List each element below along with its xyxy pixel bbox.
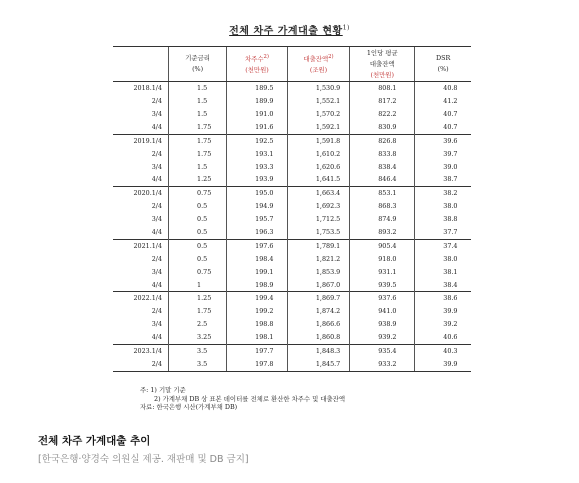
footnote-source: 자료: 한국은행 시산(가계부채 DB): [140, 403, 238, 411]
cell-avg-loan: 893.2: [350, 226, 415, 239]
cell-avg-loan: 935.4: [350, 344, 415, 357]
cell-base-rate: 3.25: [169, 331, 227, 344]
cell-loan-balance: 1,552.1: [287, 95, 349, 108]
table-row: [113, 200, 471, 213]
cell-dsr: 37.4: [415, 239, 471, 252]
cell-borrowers: 199.2: [227, 305, 288, 318]
cell-loan-balance: 1,620.6: [287, 160, 349, 173]
loan-table: [113, 46, 471, 372]
cell-avg-loan: 918.0: [350, 253, 415, 266]
cell-dsr: 38.6: [415, 292, 471, 305]
image-credit: [한국은행·양경숙 의원실 제공. 재판매 및 DB 금지]: [38, 454, 249, 465]
table-row: [113, 331, 471, 344]
cell-loan-balance: 1,789.1: [287, 239, 349, 252]
cell-borrowers: 198.9: [227, 278, 288, 291]
table-body: [113, 82, 471, 372]
header-dsr: DSR (%): [415, 47, 471, 82]
cell-loan-balance: 1,610.2: [287, 147, 349, 160]
cell-dsr: 39.2: [415, 318, 471, 331]
cell-loan-balance: 1,591.8: [287, 134, 349, 147]
table-row: [113, 173, 471, 186]
table-row: [113, 82, 471, 95]
cell-dsr: 37.7: [415, 226, 471, 239]
cell-base-rate: 2.5: [169, 318, 227, 331]
footnote-1: 주: 1) 기말 기준: [140, 386, 186, 394]
cell-avg-loan: 939.5: [350, 278, 415, 291]
cell-avg-loan: 826.8: [350, 134, 415, 147]
table-row: [113, 344, 471, 357]
cell-avg-loan: 808.1: [350, 82, 415, 95]
cell-dsr: 39.7: [415, 147, 471, 160]
cell-borrowers: 197.6: [227, 239, 288, 252]
cell-base-rate: 1.75: [169, 305, 227, 318]
cell-dsr: 40.6: [415, 331, 471, 344]
cell-avg-loan: 846.4: [350, 173, 415, 186]
header-base-rate: 기준금리 (%): [169, 47, 227, 82]
cell-avg-loan: 905.4: [350, 239, 415, 252]
cell-borrowers: 193.1: [227, 147, 288, 160]
cell-borrowers: 196.3: [227, 226, 288, 239]
table-row: [113, 95, 471, 108]
cell-dsr: 38.4: [415, 278, 471, 291]
cell-borrowers: 193.9: [227, 173, 288, 186]
cell-borrowers: 192.5: [227, 134, 288, 147]
cell-base-rate: 1.75: [169, 121, 227, 134]
cell-quarter: 3/4: [151, 267, 163, 276]
cell-dsr: 39.9: [415, 305, 471, 318]
cell-dsr: 40.8: [415, 82, 471, 95]
table-row: [113, 265, 471, 278]
header-borrowers: 차주수$^{2)}$ (천만원): [227, 47, 288, 82]
cell-quarter: 2/4: [113, 358, 169, 371]
cell-dsr: 38.2: [415, 187, 471, 200]
cell-loan-balance: 1,867.0: [287, 278, 349, 291]
cell-loan-balance: 1,712.5: [287, 213, 349, 226]
cell-quarter: 2/4: [151, 307, 163, 316]
cell-borrowers: 189.5: [227, 82, 288, 95]
cell-quarter: 4/4: [151, 333, 163, 342]
cell-base-rate: 1.5: [169, 82, 227, 95]
table-row: [113, 278, 471, 291]
cell-quarter: 4/4: [151, 175, 163, 184]
table-row: [113, 226, 471, 239]
cell-quarter: 2/4: [151, 254, 163, 263]
header-loan-balance: 대출잔액$^{2)}$ (조원): [287, 47, 349, 82]
cell-loan-balance: 1,860.8: [287, 331, 349, 344]
cell-dsr: 41.2: [415, 95, 471, 108]
cell-borrowers: 199.4: [227, 292, 288, 305]
table-row: [113, 213, 471, 226]
cell-loan-balance: 1,874.2: [287, 305, 349, 318]
cell-dsr: 38.1: [415, 265, 471, 278]
cell-avg-loan: 874.9: [350, 213, 415, 226]
cell-loan-balance: 1,641.5: [287, 173, 349, 186]
cell-base-rate: 1.5: [169, 108, 227, 121]
table-row: [113, 292, 471, 305]
cell-quarter: 3/4: [151, 110, 163, 119]
cell-borrowers: 194.9: [227, 200, 288, 213]
cell-base-rate: 0.75: [169, 187, 227, 200]
cell-base-rate: 1: [169, 278, 227, 291]
cell-quarter: 4/4: [151, 228, 163, 237]
cell-dsr: 38.0: [415, 253, 471, 266]
cell-avg-loan: 937.6: [350, 292, 415, 305]
table-row: [113, 147, 471, 160]
cell-avg-loan: 931.1: [350, 265, 415, 278]
cell-dsr: 38.0: [415, 200, 471, 213]
cell-base-rate: 0.5: [169, 226, 227, 239]
cell-loan-balance: 1,692.3: [287, 200, 349, 213]
cell-borrowers: 193.3: [227, 160, 288, 173]
cell-borrowers: 199.1: [227, 265, 288, 278]
table-row: [113, 134, 471, 147]
cell-loan-balance: 1,869.7: [287, 292, 349, 305]
cell-quarter: 3/4: [151, 320, 163, 329]
cell-dsr: 39.9: [415, 358, 471, 371]
photo-caption: 전체 차주 가계대출 추이: [38, 435, 151, 447]
cell-loan-balance: 1,821.2: [287, 253, 349, 266]
cell-quarter: 4/4: [151, 280, 163, 289]
cell-quarter: 3/4: [151, 162, 163, 171]
cell-base-rate: 3.5: [169, 358, 227, 371]
cell-base-rate: 3.5: [169, 344, 227, 357]
cell-quarter: 2023.1/4: [113, 344, 169, 357]
cell-avg-loan: 853.1: [350, 187, 415, 200]
cell-avg-loan: 939.2: [350, 331, 415, 344]
header-avg-loan: 1인당 평균 대출잔액 (천만원): [350, 47, 415, 82]
table-row: [113, 318, 471, 331]
cell-base-rate: 0.75: [169, 265, 227, 278]
cell-loan-balance: 1,753.5: [287, 226, 349, 239]
cell-avg-loan: 833.8: [350, 147, 415, 160]
table-row: [113, 121, 471, 134]
cell-base-rate: 0.5: [169, 239, 227, 252]
cell-base-rate: 1.25: [169, 173, 227, 186]
cell-loan-balance: 1,530.9: [287, 82, 349, 95]
cell-borrowers: 198.1: [227, 331, 288, 344]
table-row: [113, 253, 471, 266]
cell-base-rate: 0.5: [169, 213, 227, 226]
cell-avg-loan: 933.2: [350, 358, 415, 371]
table-row: [113, 305, 471, 318]
cell-borrowers: 195.7: [227, 213, 288, 226]
cell-quarter: 2020.1/4: [113, 187, 169, 200]
footnotes: [140, 386, 345, 412]
table-row: [113, 187, 471, 200]
cell-base-rate: 0.5: [169, 253, 227, 266]
table-row: [113, 108, 471, 121]
cell-avg-loan: 938.9: [350, 318, 415, 331]
cell-loan-balance: 1,592.1: [287, 121, 349, 134]
cell-borrowers: 189.9: [227, 95, 288, 108]
cell-avg-loan: 838.4: [350, 160, 415, 173]
cell-borrowers: 198.4: [227, 253, 288, 266]
cell-avg-loan: 817.2: [350, 95, 415, 108]
cell-dsr: 40.7: [415, 121, 471, 134]
table-row: [113, 239, 471, 252]
cell-loan-balance: 1,845.7: [287, 358, 349, 371]
cell-quarter: 3/4: [151, 215, 163, 224]
cell-avg-loan: 868.3: [350, 200, 415, 213]
cell-loan-balance: 1,663.4: [287, 187, 349, 200]
cell-borrowers: 197.7: [227, 344, 288, 357]
cell-base-rate: 1.75: [169, 134, 227, 147]
table-row: [113, 160, 471, 173]
cell-base-rate: 1.5: [169, 160, 227, 173]
cell-dsr: 38.8: [415, 213, 471, 226]
cell-avg-loan: 830.9: [350, 121, 415, 134]
cell-quarter: 2/4: [151, 97, 163, 106]
cell-base-rate: 1.5: [169, 95, 227, 108]
cell-dsr: 40.7: [415, 108, 471, 121]
table-title: 전체 차주 가계대출 현황$^{1)}$: [229, 24, 350, 37]
cell-borrowers: 191.6: [227, 121, 288, 134]
cell-dsr: 39.0: [415, 160, 471, 173]
cell-loan-balance: 1,866.6: [287, 318, 349, 331]
cell-quarter: 2018.1/4: [133, 84, 163, 93]
cell-quarter: 2021.1/4: [113, 239, 169, 252]
cell-quarter: 2/4: [151, 202, 163, 211]
header-quarter: [113, 47, 169, 82]
cell-avg-loan: 941.0: [350, 305, 415, 318]
cell-loan-balance: 1,570.2: [287, 108, 349, 121]
cell-quarter: 2/4: [151, 149, 163, 158]
table-row: [113, 358, 471, 371]
cell-base-rate: 1.25: [169, 292, 227, 305]
cell-loan-balance: 1,848.3: [287, 344, 349, 357]
table-header-row: [113, 47, 471, 82]
footnote-2: 2) 가계부채 DB 상 표본 데이터를 전체로 환산한 차주수 및 대출잔액: [154, 394, 346, 403]
cell-dsr: 39.6: [415, 134, 471, 147]
cell-dsr: 40.3: [415, 344, 471, 357]
cell-quarter: 2022.1/4: [113, 292, 169, 305]
cell-borrowers: 198.8: [227, 318, 288, 331]
cell-borrowers: 195.0: [227, 187, 288, 200]
cell-avg-loan: 822.2: [350, 108, 415, 121]
cell-quarter: 4/4: [151, 122, 163, 131]
cell-loan-balance: 1,853.9: [287, 265, 349, 278]
cell-borrowers: 191.0: [227, 108, 288, 121]
cell-base-rate: 1.75: [169, 147, 227, 160]
cell-base-rate: 0.5: [169, 200, 227, 213]
cell-quarter: 2019.1/4: [113, 134, 169, 147]
cell-borrowers: 197.8: [227, 358, 288, 371]
cell-dsr: 38.7: [415, 173, 471, 186]
